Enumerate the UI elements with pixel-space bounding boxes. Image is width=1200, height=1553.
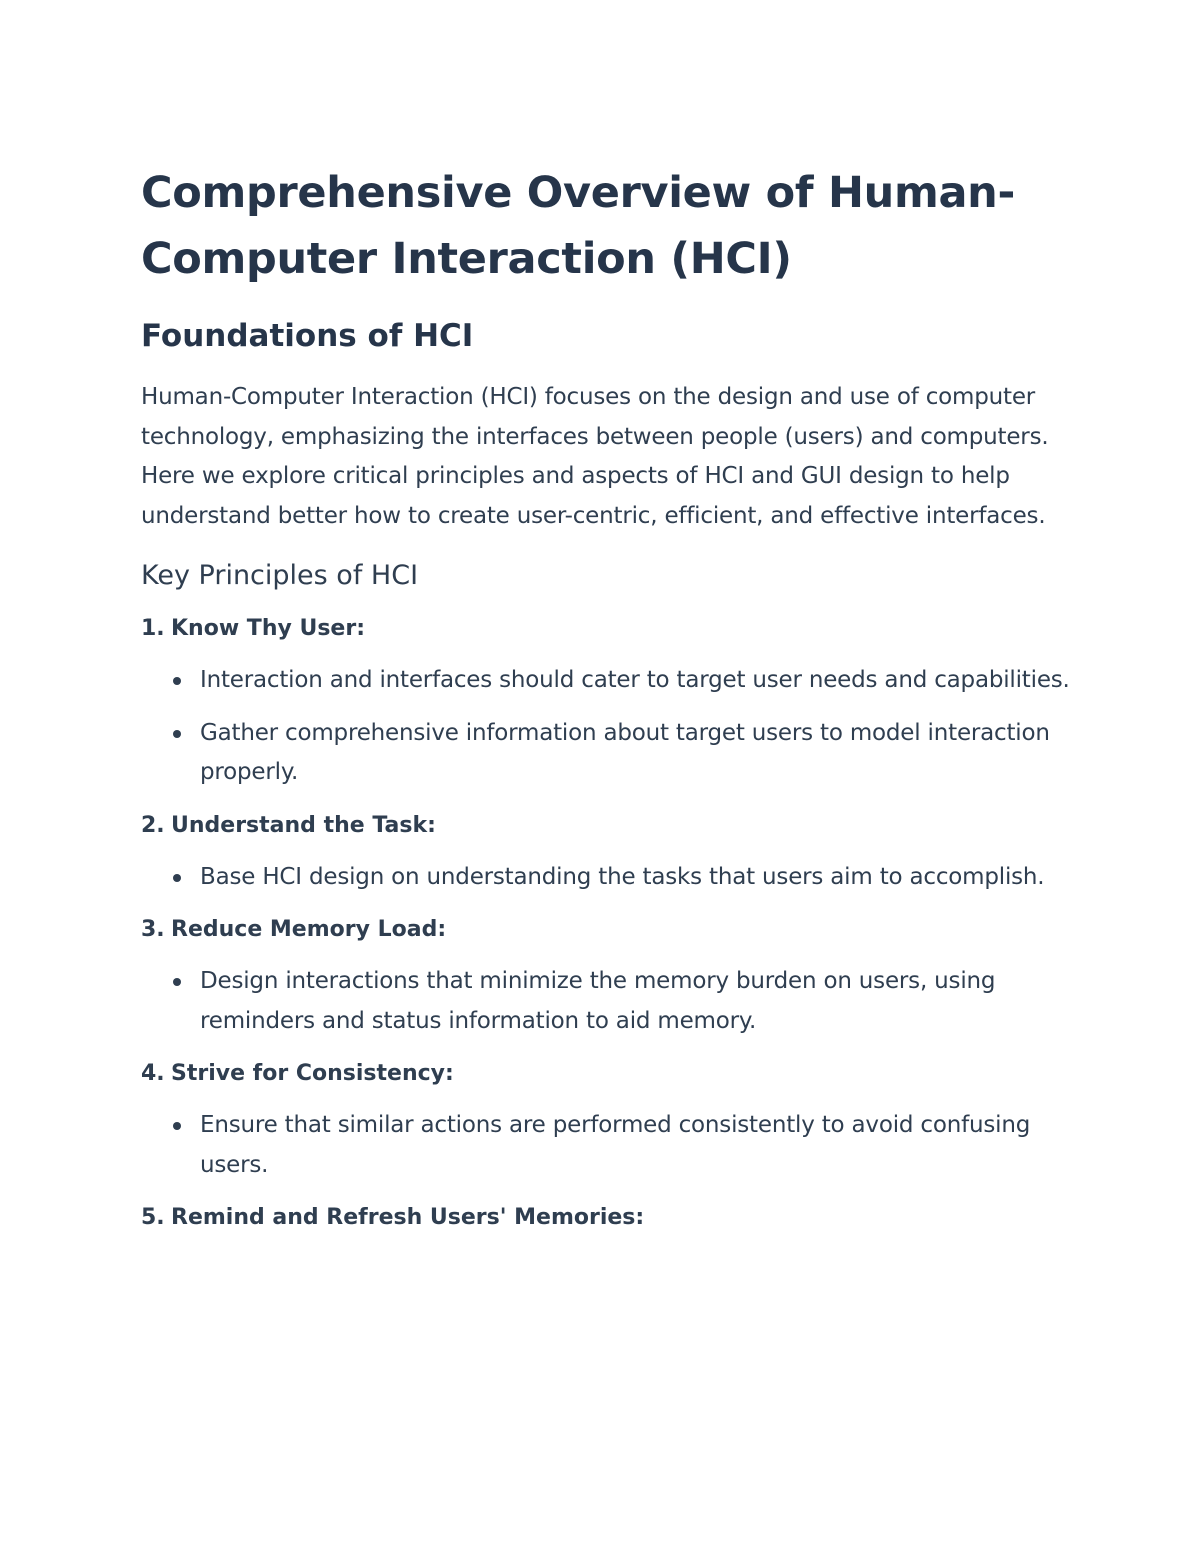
- principle-item: [141, 1199, 1071, 1237]
- principle-item: [141, 911, 1071, 1041]
- section-heading: Foundations of HCI: [141, 318, 474, 354]
- principle-item: [141, 807, 1071, 898]
- document-title: Comprehensive Overview of Human-Computer Interaction (HCI): [141, 168, 1016, 284]
- bullet-icon: [173, 677, 181, 685]
- principle-points: [141, 661, 1071, 793]
- bullet-text: Ensure that similar actions are performed consistently to avoid confusing users.: [200, 1112, 1031, 1178]
- principle-item: [141, 1055, 1071, 1185]
- bullet-point: [141, 858, 1071, 898]
- bullet-icon: [173, 874, 181, 882]
- principle-title: [141, 807, 1071, 845]
- principle-item: [141, 610, 1071, 793]
- bullet-point: [141, 661, 1071, 701]
- principle-number: 3.: [141, 917, 165, 942]
- principle-title: [141, 1055, 1071, 1093]
- principle-number: 1.: [141, 616, 165, 641]
- principle-title-text: Reduce Memory Load:: [171, 917, 447, 942]
- principle-title-text: Remind and Refresh Users' Memories:: [171, 1205, 645, 1230]
- bullet-point: [141, 962, 1071, 1041]
- document-page: [141, 160, 1071, 1237]
- bullet-text: Interaction and interfaces should cater to target user needs and capabilities.: [200, 667, 1070, 693]
- principle-title-text: Understand the Task:: [171, 812, 436, 838]
- principle-number: 5.: [141, 1205, 165, 1230]
- principle-points: [141, 1106, 1071, 1185]
- bullet-icon: [173, 978, 181, 986]
- bullet-icon: [173, 1122, 181, 1130]
- subheading: Key Principles of HCI: [141, 560, 419, 591]
- bullet-point: [141, 714, 1071, 793]
- principle-title-text: Know Thy User:: [171, 616, 366, 641]
- principle-points: [141, 858, 1071, 898]
- bullet-text: Base HCI design on understanding the tasks that users aim to accomplish.: [200, 863, 1045, 890]
- principles-list: [141, 610, 1071, 1237]
- principle-number: 2.: [141, 812, 165, 838]
- bullet-text: Gather comprehensive information about target users to model interaction properly.: [200, 719, 1050, 785]
- bullet-icon: [173, 730, 181, 738]
- principle-title: [141, 610, 1071, 648]
- principle-points: [141, 962, 1071, 1041]
- intro-paragraph: Human-Computer Interaction (HCI) focuses on the design and use of computer technology, emphasizing the interfaces between people (users) and computers. Here we explore critical principles and aspects of HCI and GUI design to help understand better how to create user-centric, efficient, and effective interfaces.: [141, 384, 1049, 529]
- principle-title: [141, 911, 1071, 949]
- bullet-text: Design interactions that minimize the memory burden on users, using reminders and status information to aid memory.: [200, 968, 996, 1034]
- bullet-point: [141, 1106, 1071, 1185]
- principle-title-text: Strive for Consistency:: [171, 1061, 454, 1086]
- principle-title: [141, 1199, 1071, 1237]
- principle-number: 4.: [141, 1061, 165, 1086]
